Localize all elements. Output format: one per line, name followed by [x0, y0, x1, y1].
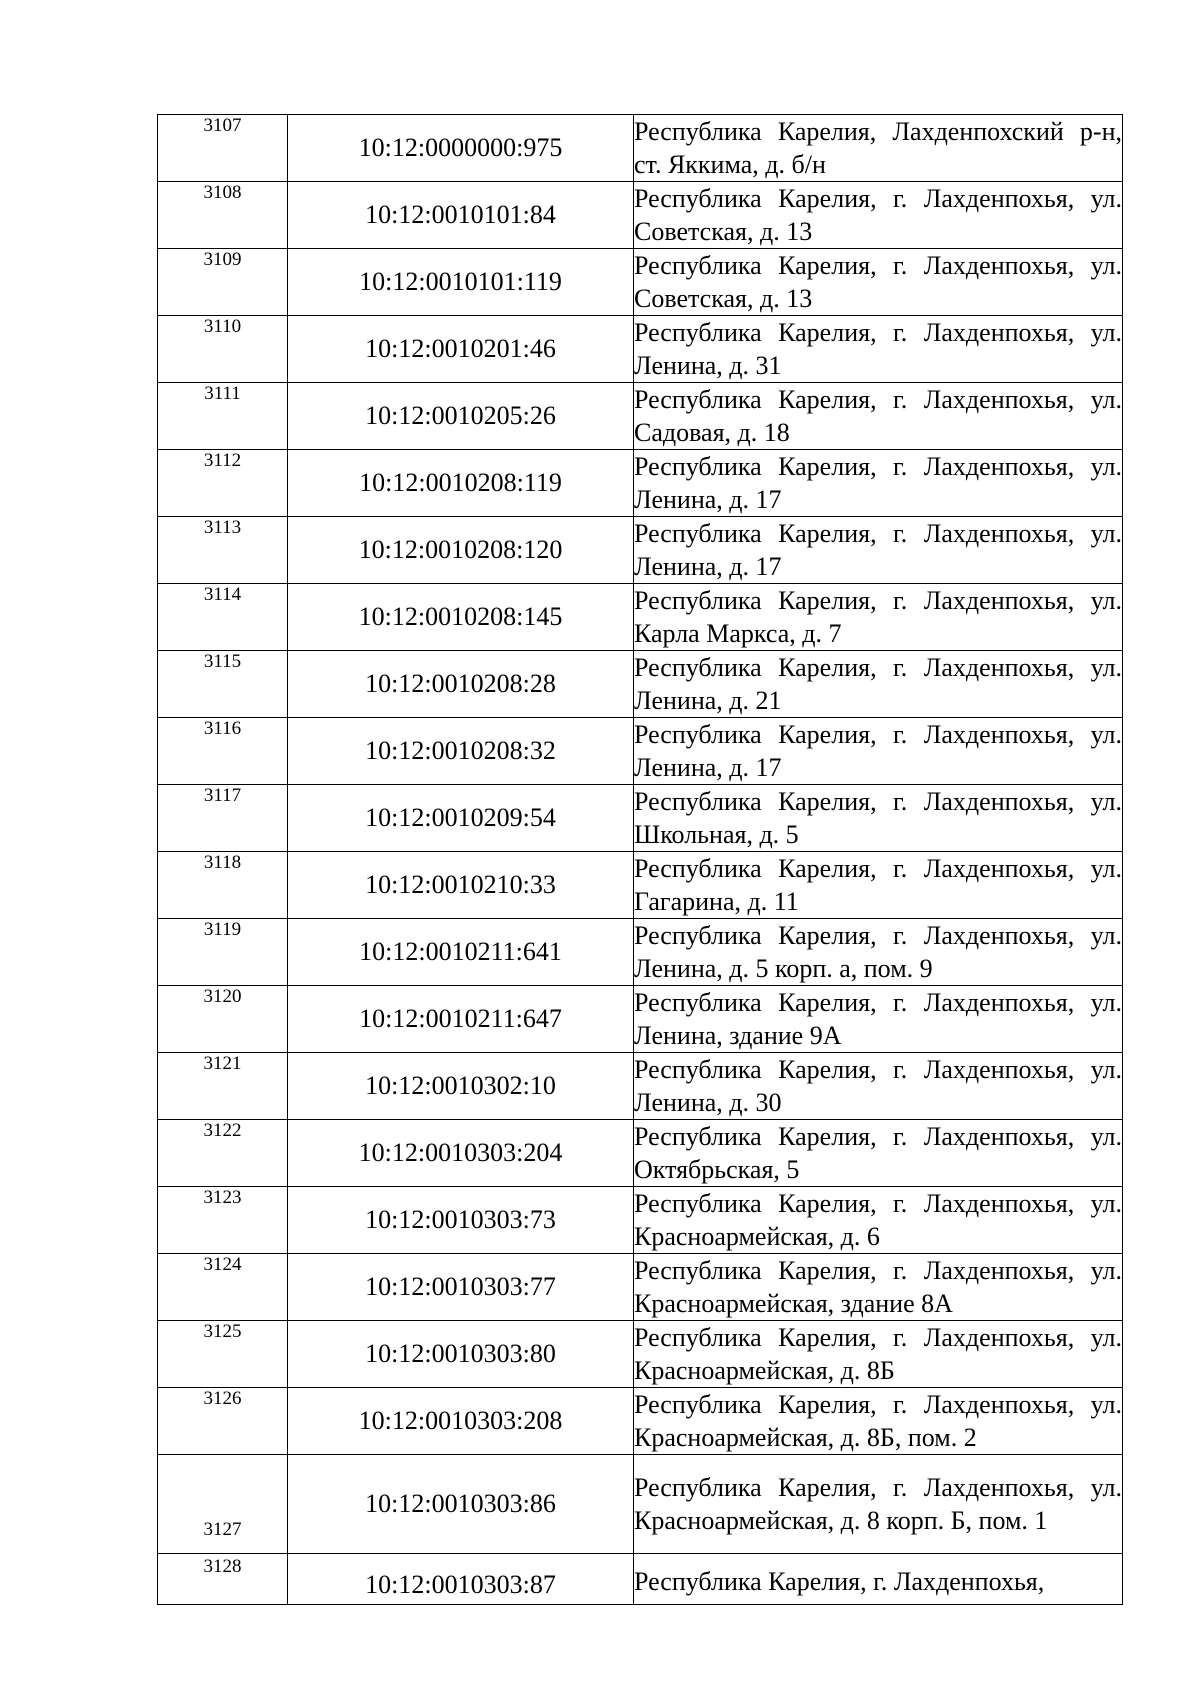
row-number: 3123 [158, 1187, 288, 1254]
row-number: 3119 [158, 919, 288, 986]
cadastral-number: 10:12:0010303:80 [288, 1321, 634, 1388]
row-number: 3116 [158, 718, 288, 785]
address: Республика Карелия, г. Лахденпохья, ул. Октябрьская, 5 [634, 1120, 1123, 1187]
cadastral-number: 10:12:0010211:641 [288, 919, 634, 986]
table-row [158, 1455, 1123, 1554]
row-number: 3107 [158, 115, 288, 182]
row-number: 3118 [158, 852, 288, 919]
address: Республика Карелия, г. Лахденпохья, ул. Ленина, д. 21 [634, 651, 1123, 718]
address: Республика Карелия, г. Лахденпохья, ул. Садовая, д. 18 [634, 383, 1123, 450]
cadastral-number: 10:12:0010208:28 [288, 651, 634, 718]
cadastral-number: 10:12:0010302:10 [288, 1053, 634, 1120]
cadastral-number: 10:12:0010205:26 [288, 383, 634, 450]
table-row [158, 986, 1123, 1053]
address: Республика Карелия, Лахденпохский р-н, ст. Яккима, д. б/н [634, 115, 1123, 182]
row-number: 3120 [158, 986, 288, 1053]
row-number: 3124 [158, 1254, 288, 1321]
table-row [158, 1388, 1123, 1455]
address: Республика Карелия, г. Лахденпохья, ул. Ленина, здание 9А [634, 986, 1123, 1053]
cadastral-number: 10:12:0010208:119 [288, 450, 634, 517]
cadastral-number: 10:12:0010303:87 [288, 1554, 634, 1605]
address: Республика Карелия, г. Лахденпохья, ул. Карла Маркса, д. 7 [634, 584, 1123, 651]
row-number: 3122 [158, 1120, 288, 1187]
row-number: 3109 [158, 249, 288, 316]
address: Республика Карелия, г. Лахденпохья, ул. Ленина, д. 31 [634, 316, 1123, 383]
row-number: 3110 [158, 316, 288, 383]
address: Республика Карелия, г. Лахденпохья, [634, 1554, 1123, 1605]
address: Республика Карелия, г. Лахденпохья, ул. Ленина, д. 17 [634, 450, 1123, 517]
table-row [158, 450, 1123, 517]
cadastral-number: 10:12:0010303:73 [288, 1187, 634, 1254]
address: Республика Карелия, г. Лахденпохья, ул. Советская, д. 13 [634, 182, 1123, 249]
address: Республика Карелия, г. Лахденпохья, ул. Советская, д. 13 [634, 249, 1123, 316]
address: Республика Карелия, г. Лахденпохья, ул. Ленина, д. 5 корп. а, пом. 9 [634, 919, 1123, 986]
table-row [158, 1053, 1123, 1120]
row-number: 3113 [158, 517, 288, 584]
table-row [158, 517, 1123, 584]
row-number: 3117 [158, 785, 288, 852]
row-number: 3112 [158, 450, 288, 517]
table-row [158, 1321, 1123, 1388]
address: Республика Карелия, г. Лахденпохья, ул. Гагарина, д. 11 [634, 852, 1123, 919]
cadastral-number: 10:12:0010201:46 [288, 316, 634, 383]
address: Республика Карелия, г. Лахденпохья, ул. Школьная, д. 5 [634, 785, 1123, 852]
cadastral-number: 10:12:0010303:86 [288, 1455, 634, 1554]
address: Республика Карелия, г. Лахденпохья, ул. Красноармейская, здание 8А [634, 1254, 1123, 1321]
cadastral-number: 10:12:0010303:204 [288, 1120, 634, 1187]
row-number: 3121 [158, 1053, 288, 1120]
cadastral-number: 10:12:0010101:84 [288, 182, 634, 249]
table-row [158, 249, 1123, 316]
address: Республика Карелия, г. Лахденпохья, ул. Красноармейская, д. 8Б, пом. 2 [634, 1388, 1123, 1455]
table-row [158, 1254, 1123, 1321]
cadastral-number: 10:12:0010208:145 [288, 584, 634, 651]
row-number: 3108 [158, 182, 288, 249]
table-row [158, 383, 1123, 450]
cadastral-number: 10:12:0010208:120 [288, 517, 634, 584]
table-row [158, 852, 1123, 919]
cadastral-number: 10:12:0000000:975 [288, 115, 634, 182]
row-number: 3111 [158, 383, 288, 450]
address: Республика Карелия, г. Лахденпохья, ул. Красноармейская, д. 8Б [634, 1321, 1123, 1388]
table-row [158, 182, 1123, 249]
table-row [158, 651, 1123, 718]
table-row [158, 718, 1123, 785]
address: Республика Карелия, г. Лахденпохья, ул. Красноармейская, д. 8 корп. Б, пом. 1 [634, 1455, 1123, 1554]
cadastral-number: 10:12:0010211:647 [288, 986, 634, 1053]
cadastral-number: 10:12:0010303:77 [288, 1254, 634, 1321]
row-number: 3127 [158, 1455, 288, 1554]
row-number: 3125 [158, 1321, 288, 1388]
cadastral-number: 10:12:0010209:54 [288, 785, 634, 852]
address: Республика Карелия, г. Лахденпохья, ул. Ленина, д. 17 [634, 517, 1123, 584]
cadastral-number: 10:12:0010101:119 [288, 249, 634, 316]
table-row [158, 785, 1123, 852]
table-row [158, 1187, 1123, 1254]
cadastral-number: 10:12:0010208:32 [288, 718, 634, 785]
cadastral-number: 10:12:0010303:208 [288, 1388, 634, 1455]
row-number: 3128 [158, 1554, 288, 1605]
table-row [158, 919, 1123, 986]
property-registry-table [157, 114, 1123, 1605]
row-number: 3114 [158, 584, 288, 651]
table-row [158, 316, 1123, 383]
table-row [158, 1554, 1123, 1605]
row-number: 3126 [158, 1388, 288, 1455]
address: Республика Карелия, г. Лахденпохья, ул. Красноармейская, д. 6 [634, 1187, 1123, 1254]
address: Республика Карелия, г. Лахденпохья, ул. Ленина, д. 17 [634, 718, 1123, 785]
table-row [158, 1120, 1123, 1187]
table-row [158, 584, 1123, 651]
address: Республика Карелия, г. Лахденпохья, ул. Ленина, д. 30 [634, 1053, 1123, 1120]
row-number: 3115 [158, 651, 288, 718]
cadastral-number: 10:12:0010210:33 [288, 852, 634, 919]
table-row [158, 115, 1123, 182]
